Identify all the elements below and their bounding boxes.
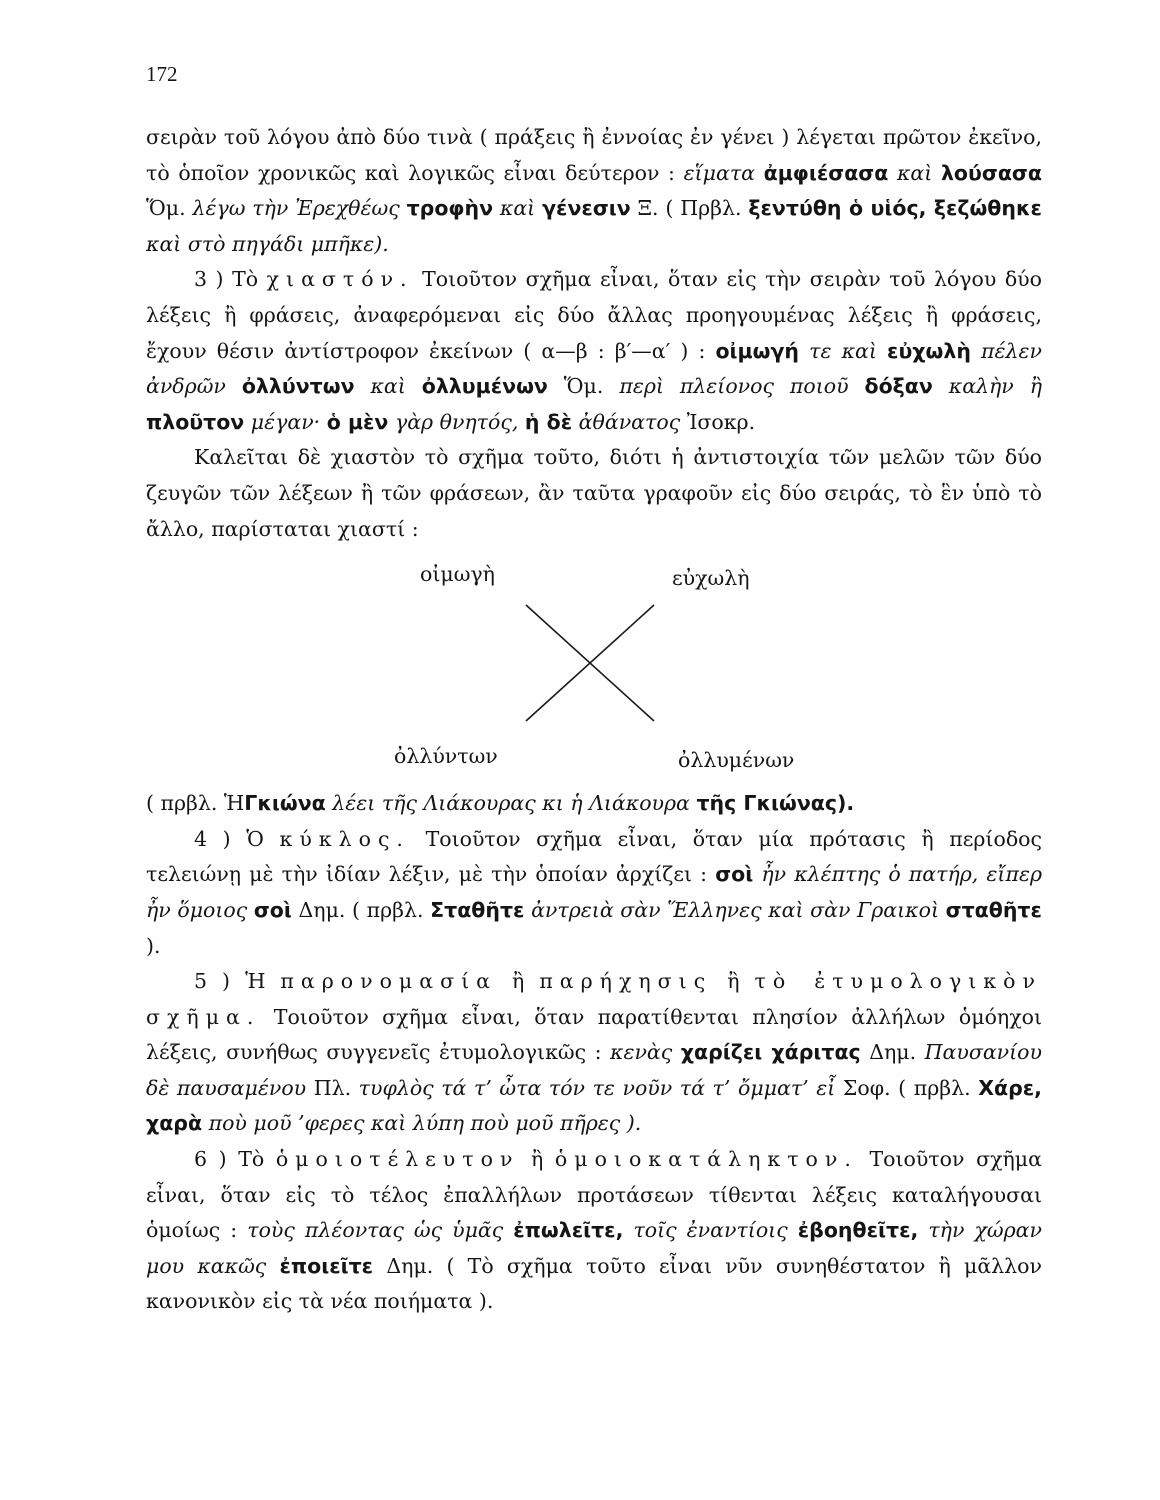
text: ἢ <box>727 969 740 994</box>
example-text: ποὺ μοῦ ’φερες καὶ λύπη ποὺ μοῦ πῆρες ). <box>208 1111 642 1136</box>
text: Τοιοῦτον σχῆμα εἶναι, ὅταν παρατίθενται πλησίον ἀλλήλων ὁμόηχοι λέξεις, συνήθως συγγενεῖς ἐτυμολογικῶς : <box>146 1004 1042 1065</box>
example-text: ἀντρειὰ σὰν Ἕλληνες καὶ σὰν Γραικοὶ <box>531 897 940 922</box>
bold-phrase: ξεντύθη ὁ υἱός, ξεζώθηκε <box>748 196 1042 221</box>
bold-phrase: Χάρε, χαρὰ <box>146 1075 1042 1136</box>
text: Τοιοῦτον σχῆμα εἶναι, ὅταν μία πρότασις ἢ περίοδος τελειώνῃ μὲ τὴν ἰδίαν λέξιν, μὲ τὴν ὁποίαν ἀρχίζει : <box>146 826 1042 887</box>
bold-word: ἀμφιέσασα <box>763 160 889 185</box>
paragraph-homoioteleuton <box>146 1142 1042 1320</box>
text: Ξ. ( Πρβλ. <box>637 196 742 221</box>
bold-phrase: χαρίζει χάριτας <box>680 1040 861 1065</box>
example-text: λέγω τὴν Ἐρεχθέως <box>192 196 400 221</box>
paragraph-cycle <box>146 822 1042 964</box>
diagram-bottom-left: ὀλλύντων <box>394 744 498 769</box>
section-number: 3 ) Τὸ <box>194 267 259 292</box>
example-word: τε καὶ <box>809 338 877 363</box>
example-text: Παυσανίου δὲ παυσαμένου <box>146 1040 1042 1100</box>
diagram-bottom-right: ὀλλυμένων <box>678 748 795 773</box>
bold-word: σοὶ <box>253 897 292 922</box>
citation: Σοφ. ( πρβλ. <box>842 1075 971 1100</box>
paragraph-chiasmus <box>146 262 1042 440</box>
citation: Ὅμ. <box>563 374 604 399</box>
example-text: λέει τῆς Λιάκουρας κι ἡ Λιάκουρα <box>332 791 690 816</box>
page-number: 172 <box>146 62 178 86</box>
section-term: ὁμοιοτέλευτον <box>275 1147 520 1172</box>
text: Τοιοῦτον σχῆμα εἶναι, ὅταν εἰς τὴν σειρὰν τοῦ λόγου δύο λέξεις ἢ φράσεις, ἀναφερόμεναι εἰς δύο ἄλλας προηγουμένας λέξεις ἢ φράσεις, ἔχουν θέσιν ἀντίστροφον ἐκείνων ( α—β : β′—α′ ) : <box>146 267 1042 363</box>
bold-word: ἐποιεῖτε <box>279 1253 374 1278</box>
citation: Ὅμ. <box>146 196 186 221</box>
example-word: ἀθάνατος <box>578 409 681 434</box>
example-word: καὶ <box>370 374 406 399</box>
section-term: τὸ ἐτυμολογικὸν σχῆμα. <box>146 969 1042 1029</box>
example-word: καὶ <box>499 196 536 221</box>
bold-word: τροφὴν <box>406 196 494 221</box>
bold-word: οἰμωγή <box>715 338 800 363</box>
section-term: χιαστόν. <box>266 267 414 292</box>
bold-word: σοὶ <box>715 862 754 887</box>
bold-phrase: τῆς Γκιώνας). <box>696 791 855 816</box>
chiasmus-diagram <box>146 549 1042 784</box>
bold-word: ἐπωλεῖτε, <box>513 1218 624 1243</box>
example-text: καλὴν ἢ <box>948 374 1042 399</box>
section-term: παρήχησις <box>539 969 713 994</box>
bold-word: πλοῦτον <box>146 409 245 434</box>
example-word: καὶ <box>896 160 933 185</box>
bold-word: ὁ μὲν <box>326 409 389 434</box>
citation: Ἰσοκρ. <box>686 409 756 434</box>
diagram-top-right: εὐχωλὴ <box>672 566 750 591</box>
citation: Δημ. ( πρβλ. <box>298 897 424 922</box>
paragraph-hysteron-proteron <box>146 120 1042 262</box>
section-term: κύκλος. <box>279 826 410 851</box>
example-text: τυφλὸς τά τ’ ὦτα τόν τε νοῦν τά τ’ ὄμματ’ εἶ <box>358 1075 836 1100</box>
bold-word: γένεσιν <box>542 196 631 221</box>
paragraph-chiasmus-explanation <box>146 440 1042 547</box>
text: ἢ <box>512 969 525 994</box>
example-text: πέλεν ἀνδρῶν <box>146 338 1042 399</box>
bold-word: ἐβοηθεῖτε, <box>797 1218 919 1243</box>
example-text: περὶ πλείονος ποιοῦ <box>619 374 849 399</box>
section-number: 5 ) Ἡ <box>194 969 266 994</box>
bold-word: δόξαν <box>864 374 933 399</box>
section-term: παρονομασία <box>280 969 497 994</box>
bold-word: Γκιώνα <box>244 791 326 816</box>
bold-word: Σταθῆτε <box>430 897 525 922</box>
example-text: τοῖς ἐναντίοις <box>633 1218 788 1243</box>
chiasmus-cross-icon <box>522 601 658 725</box>
example-word: μέγαν· <box>250 409 321 434</box>
text: Τοιοῦτον σχῆμα εἶναι, ὅταν εἰς τὸ τέλος ἐπαλλήλων προτάσεων τίθενται λέξεις καταλήγουσαι ὁμοίως : <box>146 1147 1042 1243</box>
example-word: κενὰς <box>610 1040 673 1065</box>
example-text: ἦν κλέπτης ὁ πατήρ, εἴπερ ἦν ὅμοιος <box>146 862 1042 922</box>
body-text <box>146 120 1042 1320</box>
example-text: τὴν χώραν μου κακῶς <box>146 1218 1042 1278</box>
section-number: 6 ) Τὸ <box>194 1147 265 1172</box>
example-text: τοὺς πλέοντας ὡς ὑμᾶς <box>247 1218 504 1243</box>
bold-word: ἡ δὲ <box>524 409 573 434</box>
example-text: γὰρ θνητός, <box>394 409 519 434</box>
bold-word: ὀλλυμένων <box>421 374 548 399</box>
bold-word: λούσασα <box>940 160 1042 185</box>
bold-word: σταθῆτε <box>945 897 1042 922</box>
paragraph-paronomasia <box>146 964 1042 1142</box>
citation: Πλ. <box>313 1075 352 1100</box>
section-term: ὁμοιοκατάληκτον. <box>554 1147 858 1172</box>
text: ( πρβλ. Ἡ <box>146 791 245 816</box>
section-number: 4 ) Ὁ <box>194 826 264 851</box>
text: ἢ <box>531 1147 544 1172</box>
bold-word: εὐχωλὴ <box>887 338 971 363</box>
example-word: εἵματα <box>683 160 755 185</box>
paragraph-chiasmus-modern-example <box>146 786 1042 822</box>
citation: Δημ. <box>869 1040 917 1065</box>
text: ). <box>146 933 161 958</box>
example-text: καὶ στὸ πηγάδι μπῆκε). <box>146 231 389 256</box>
text: Δημ. ( Τὸ σχῆμα τοῦτο εἶναι νῦν συνηθέστατον ἢ μᾶλλον κανονικὸν εἰς τὰ νέα ποιήματα ). <box>146 1253 1042 1314</box>
bold-word: ὀλλύντων <box>241 374 355 399</box>
text: σειρὰν τοῦ λόγου ἀπὸ δύο τινὰ ( πράξεις ἢ ἐννοίας ἐν γένει ) λέγεται πρῶτον ἐκεῖνο, τὸ ὁποῖον χρονικῶς καὶ λογικῶς εἶναι δεύτερον : <box>146 125 1042 185</box>
text: Καλεῖται δὲ χιαστὸν τὸ σχῆμα τοῦτο, διότι ἡ ἀντιστοιχία τῶν μελῶν τῶν δύο ζευγῶν τῶν λέξεων ἢ τῶν φράσεων, ἂν ταῦτα γραφοῦν εἰς δύο σειράς, τὸ ἓν ὑπὸ τὸ ἄλλο, παρίσταται χιαστί : <box>146 445 1042 541</box>
diagram-top-left: οἰμωγὴ <box>420 562 495 587</box>
